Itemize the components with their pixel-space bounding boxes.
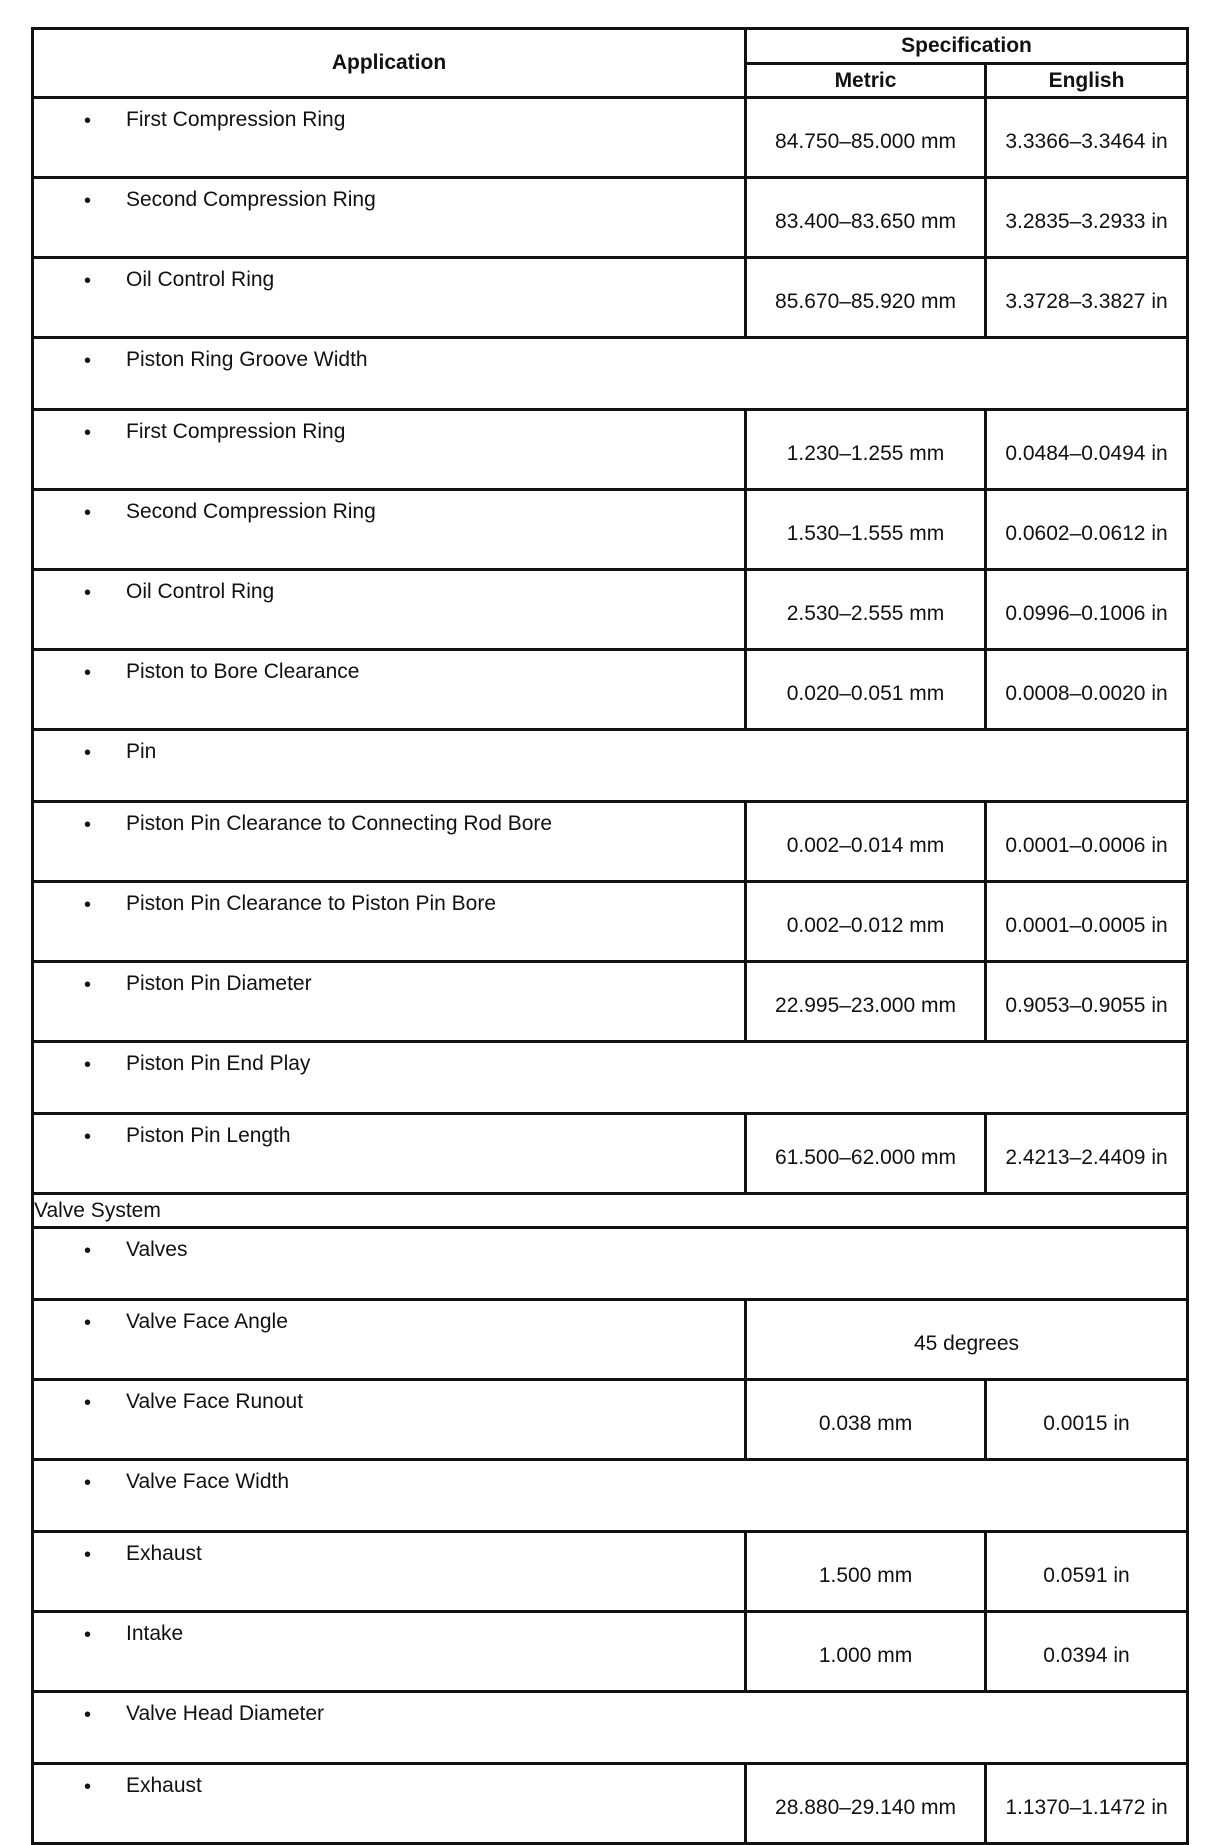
bullet-icon: • [84, 742, 92, 764]
application-label: Valve Face Runout [126, 1390, 304, 1413]
application-cell [33, 1764, 746, 1844]
english-value: 0.0001–0.0006 in [986, 802, 1188, 882]
metric-value: 0.002–0.014 mm [746, 802, 986, 882]
application-header: Application [33, 29, 746, 98]
application-label: Piston Ring Groove Width [126, 348, 368, 371]
application-cell [33, 410, 746, 490]
table-row [33, 1042, 1188, 1114]
metric-header: Metric [746, 64, 986, 98]
english-value: 0.9053–0.9055 in [986, 962, 1188, 1042]
table-row [33, 178, 1188, 258]
metric-value: 0.038 mm [746, 1380, 986, 1460]
table-row [33, 1300, 1188, 1380]
bullet-icon: • [84, 422, 92, 444]
metric-value: 2.530–2.555 mm [746, 570, 986, 650]
table-row [33, 1228, 1188, 1300]
metric-value: 22.995–23.000 mm [746, 962, 986, 1042]
bullet-icon: • [84, 1126, 92, 1148]
application-cell [33, 962, 746, 1042]
application-cell [33, 338, 1188, 410]
table-row [33, 1764, 1188, 1844]
application-label: Piston Pin Diameter [126, 972, 312, 995]
application-cell [33, 1114, 746, 1194]
metric-value: 28.880–29.140 mm [746, 1764, 986, 1844]
section-row [33, 1194, 1188, 1228]
bullet-icon: • [84, 110, 92, 132]
application-cell [33, 490, 746, 570]
application-label: Intake [126, 1622, 184, 1645]
application-label: First Compression Ring [126, 108, 346, 131]
metric-value: 1.000 mm [746, 1612, 986, 1692]
application-cell [33, 1612, 746, 1692]
metric-value: 1.500 mm [746, 1532, 986, 1612]
application-label: Exhaust [126, 1542, 202, 1565]
table-row [33, 882, 1188, 962]
table-row [33, 1114, 1188, 1194]
table-row [33, 730, 1188, 802]
table-row [33, 1380, 1188, 1460]
english-value: 3.3728–3.3827 in [986, 258, 1188, 338]
english-value: 2.4213–2.4409 in [986, 1114, 1188, 1194]
metric-value: 0.020–0.051 mm [746, 650, 986, 730]
application-cell [33, 650, 746, 730]
application-cell [33, 98, 746, 178]
table-row [33, 1460, 1188, 1532]
bullet-icon: • [84, 1240, 92, 1262]
table-row [33, 1532, 1188, 1612]
bullet-icon: • [84, 894, 92, 916]
table-row [33, 410, 1188, 490]
application-label: Piston to Bore Clearance [126, 660, 360, 683]
application-label: Piston Pin Clearance to Piston Pin Bore [126, 892, 497, 915]
table-row [33, 802, 1188, 882]
table-row [33, 570, 1188, 650]
bullet-icon: • [84, 1054, 92, 1076]
specification-table-body [33, 29, 1188, 1844]
english-value: 3.3366–3.3464 in [986, 98, 1188, 178]
table-row [33, 1612, 1188, 1692]
application-label: Valve Face Width [126, 1470, 290, 1493]
bullet-icon: • [84, 350, 92, 372]
application-label: Oil Control Ring [126, 268, 275, 291]
section-title: Valve System [33, 1194, 1188, 1228]
application-label: Piston Pin Clearance to Connecting Rod Bore [126, 812, 553, 835]
table-row [33, 338, 1188, 410]
metric-value: 84.750–85.000 mm [746, 98, 986, 178]
english-value: 0.0015 in [986, 1380, 1188, 1460]
english-value: 0.0394 in [986, 1612, 1188, 1692]
application-label: Piston Pin End Play [126, 1052, 311, 1075]
english-value: 3.2835–3.2933 in [986, 178, 1188, 258]
bullet-icon: • [84, 1776, 92, 1798]
application-cell [33, 1228, 1188, 1300]
english-value: 0.0484–0.0494 in [986, 410, 1188, 490]
table-row [33, 962, 1188, 1042]
metric-value: 1.230–1.255 mm [746, 410, 986, 490]
bullet-icon: • [84, 974, 92, 996]
application-label: First Compression Ring [126, 420, 346, 443]
english-value: 0.0001–0.0005 in [986, 882, 1188, 962]
metric-value: 61.500–62.000 mm [746, 1114, 986, 1194]
bullet-icon: • [84, 662, 92, 684]
bullet-icon: • [84, 270, 92, 292]
application-label: Piston Pin Length [126, 1124, 291, 1147]
application-cell [33, 570, 746, 650]
application-cell [33, 802, 746, 882]
application-label: Valve Face Angle [126, 1310, 288, 1333]
application-cell [33, 1300, 746, 1380]
application-label: Pin [126, 740, 157, 763]
bullet-icon: • [84, 814, 92, 836]
application-cell [33, 178, 746, 258]
table-row [33, 258, 1188, 338]
application-cell [33, 1692, 1188, 1764]
english-value: 0.0008–0.0020 in [986, 650, 1188, 730]
specification-table [31, 27, 1189, 1845]
english-value: 1.1370–1.1472 in [986, 1764, 1188, 1844]
english-value: 0.0996–0.1006 in [986, 570, 1188, 650]
application-label: Oil Control Ring [126, 580, 275, 603]
table-row [33, 1692, 1188, 1764]
application-label: Exhaust [126, 1774, 202, 1797]
english-value: 0.0602–0.0612 in [986, 490, 1188, 570]
bullet-icon: • [84, 1624, 92, 1646]
combined-value: 45 degrees [746, 1300, 1188, 1380]
english-value: 0.0591 in [986, 1532, 1188, 1612]
application-cell [33, 730, 1188, 802]
bullet-icon: • [84, 190, 92, 212]
metric-value: 1.530–1.555 mm [746, 490, 986, 570]
metric-value: 83.400–83.650 mm [746, 178, 986, 258]
metric-value: 85.670–85.920 mm [746, 258, 986, 338]
bullet-icon: • [84, 1704, 92, 1726]
english-header: English [986, 64, 1188, 98]
application-label: Valve Head Diameter [126, 1702, 325, 1725]
metric-value: 0.002–0.012 mm [746, 882, 986, 962]
header-row-top [33, 29, 1188, 64]
bullet-icon: • [84, 1544, 92, 1566]
application-cell [33, 258, 746, 338]
application-cell [33, 1380, 746, 1460]
table-row [33, 490, 1188, 570]
bullet-icon: • [84, 1392, 92, 1414]
application-label: Second Compression Ring [126, 500, 376, 523]
application-label: Second Compression Ring [126, 188, 376, 211]
bullet-icon: • [84, 1312, 92, 1334]
application-cell [33, 1042, 1188, 1114]
bullet-icon: • [84, 1472, 92, 1494]
specification-header: Specification [746, 29, 1188, 64]
application-label: Valves [126, 1238, 188, 1261]
table-row [33, 98, 1188, 178]
bullet-icon: • [84, 582, 92, 604]
application-cell [33, 1460, 1188, 1532]
table-row [33, 650, 1188, 730]
application-cell [33, 882, 746, 962]
application-cell [33, 1532, 746, 1612]
bullet-icon: • [84, 502, 92, 524]
